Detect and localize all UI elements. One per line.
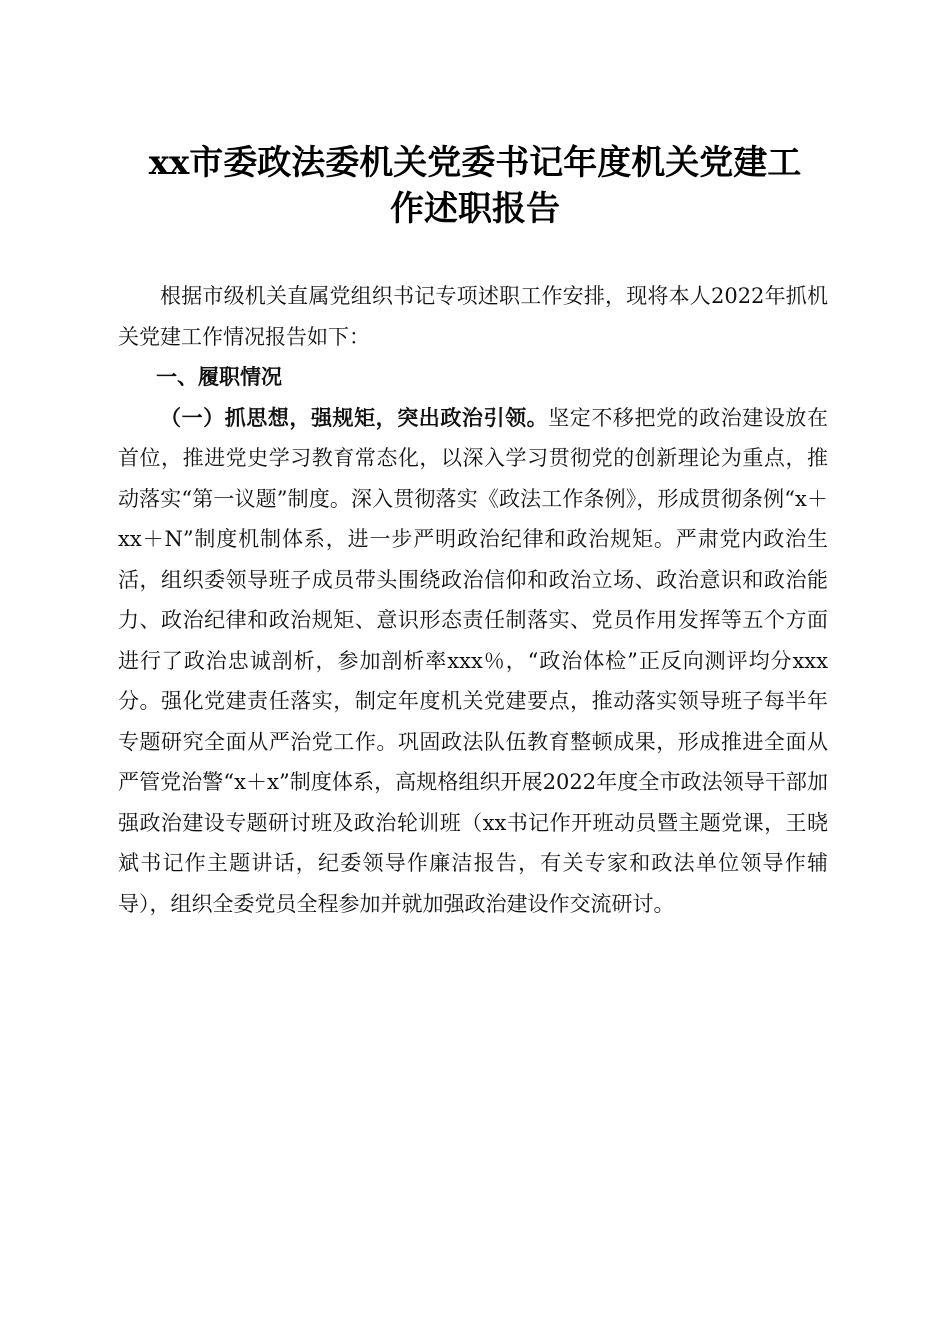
intro-paragraph: 根据市级机关直属党组织书记专项述职工作安排，现将本人2022年抓机关党建工作情况报告如下： <box>118 284 828 349</box>
title-line-2: 作述职报告 <box>390 189 560 229</box>
section-heading: 一、履职情况 <box>156 365 282 389</box>
title-line-1: xx市委政法委机关党委书记年度机关党建工 <box>148 143 802 183</box>
paragraph-body: 坚定不移把党的政治建设放在首位，推进党史学习教育常态化，以深入学习贯彻党的创新理论为重点，推动落实“第一议题”制度。深入贯彻落实《政法工作条例》，形成贯彻条例“x＋xx＋N”制度机制体系，进一步严明政治纪律和政治规矩。严肃党内政治生活，组织委领导班子成员带头围绕政治信仰和政治立场、政治意识和政治能力、政治纪律和政治规矩、意识形态责任制落实、党员作用发挥等五个方面进行了政治忠诚剖析，参加剖析率xxx％，“政治体检”正反向测评均分xxx分。强化党建责任落实，制定年度机关党建要点，推动落实领导班子每半年专题研究全面从严治党工作。巩固政法队伍教育整顿成果，形成推进全面从严管党治警“x＋x”制度体系，高规格组织开展2022年度全市政法领导干部加强政治建设专题研讨班及政治轮训班（xx书记作开班动员暨主题党课，王晓斌书记作主题讲话，纪委领导作廉洁报告，有关专家和政法单位领导作辅导），组织全委党员全程参加并就加强政治建设作交流研讨。 <box>118 405 829 916</box>
document-body <box>118 276 828 924</box>
paragraph-lead: （一）抓思想，强规矩，突出政治引领。 <box>160 405 549 430</box>
document-title <box>100 140 850 232</box>
section-paragraph <box>118 398 828 925</box>
